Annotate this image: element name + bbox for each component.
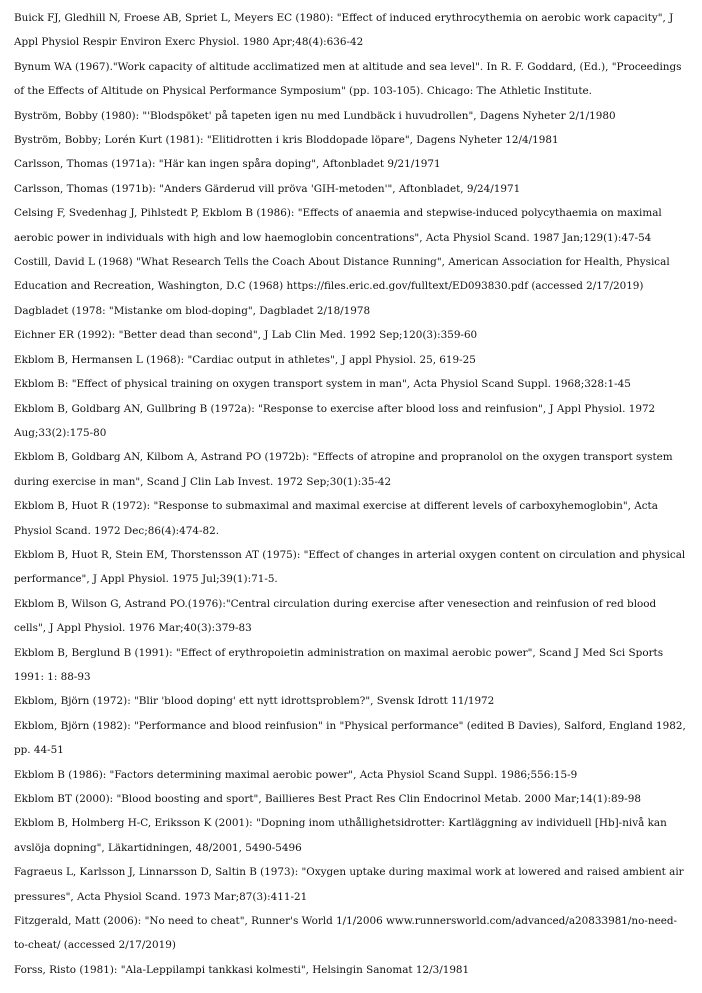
reference-entry: Ekblom BT (2000): "Blood boosting and sport", Baillieres Best Pract Res Clin Endocrinol Metab. 2000 Mar;14(1):89-98 xyxy=(14,793,641,805)
reference-entry: Ekblom, Björn (1982): "Performance and blood reinfusion" in "Physical performance" (edited B Davies), Salford, England 1982, pp. 44-51 xyxy=(14,719,686,757)
reference-entry: Dagbladet (1978: "Mistanke om blod-doping", Dagbladet 2/18/1978 xyxy=(14,304,371,317)
reference-entry: Ekblom B: "Effect of physical training on oxygen transport system in man", Acta Physiol Scand Suppl. 1968;328:1-45 xyxy=(14,378,631,391)
reference-entry: Ekblom B, Hermansen L (1968): "Cardiac output in athletes", J appl Physiol. 25, 619-25 xyxy=(14,353,476,366)
reference-entry: Eichner ER (1992): "Better dead than second", J Lab Clin Med. 1992 Sep;120(3):359-60 xyxy=(14,329,478,342)
reference-entry: Ekblom B, Goldbarg AN, Kilbom A, Astrand PO (1972b): "Effects of atropine and propranolol on the oxygen transport system during exercise in man", Scand J Clin Lab Invest. 1972 Sep;30(1):35-42 xyxy=(14,451,673,488)
reference-entry: Ekblom B, Holmberg H-C, Eriksson K (2001): "Dopning inom uthållighetsidrotter: Kartläggning av individuell [Hb]-nivå kan avslöja dopning", Läkartidningen, 48/2001, 5490-5496 xyxy=(14,817,667,854)
reference-entry: Byström, Bobby (1980): "'Blodspöket' på tapeten igen nu med Lundbäck i huvudrollen", Dagens Nyheter 2/1/1980 xyxy=(14,109,616,122)
reference-entry: Bynum WA (1967)."Work capacity of altitude acclimatized men at altitude and sea level". In R. F. Goddard, (Ed.), "Proceedings of the Effects of Altitude on Physical Performance Symposium" (pp. 103-105). Chicago: The Athletic Institute. xyxy=(14,60,682,98)
reference-entry: Carlsson, Thomas (1971b): "Anders Gärderud vill pröva 'GIH-metoden'", Aftonbladet, 9/24/1971 xyxy=(14,182,521,195)
reference-list xyxy=(14,6,690,982)
reference-entry: Buick FJ, Gledhill N, Froese AB, Spriet L, Meyers EC (1980): "Effect of induced erythrocythemia on aerobic work capacity", J Appl Physiol Respir Environ Exerc Physiol. 1980 Apr;48(4):636-42 xyxy=(14,12,674,49)
reference-entry: Ekblom B, Huot R, Stein EM, Thorstensson AT (1975): "Effect of changes in arterial oxygen content on circulation and physical performance", J Appl Physiol. 1975 Jul;39(1):71-5. xyxy=(14,548,686,586)
reference-entry: Forss, Risto (1981): "Ala-Leppilampi tankkasi kolmesti", Helsingin Sanomat 12/3/1981 xyxy=(14,963,470,976)
reference-entry: Carlsson, Thomas (1971a): "Här kan ingen spåra doping", Aftonbladet 9/21/1971 xyxy=(14,158,441,171)
reference-entry: Fagraeus L, Karlsson J, Linnarsson D, Saltin B (1973): "Oxygen uptake during maximal work at lowered and raised ambient air pressures", Acta Physiol Scand. 1973 Mar;87(3):411-21 xyxy=(14,866,684,903)
reference-entry: Ekblom B, Berglund B (1991): "Effect of erythropoietin administration on maximal aerobic power", Scand J Med Sci Sports 1991: 1: 88-93 xyxy=(14,646,664,683)
reference-entry: Ekblom B, Wilson G, Astrand PO.(1976):"Central circulation during exercise after venesection and reinfusion of red blood cells", J Appl Physiol. 1976 Mar;40(3):379-83 xyxy=(14,597,657,635)
reference-entry: Ekblom B, Goldbarg AN, Gullbring B (1972a): "Response to exercise after blood loss and reinfusion", J Appl Physiol. 1972 Aug;33(2):175-80 xyxy=(14,402,656,439)
reference-entry: Costill, David L (1968) "What Research Tells the Coach About Distance Running", American Association for Health, Physical Education and Recreation, Washington, D.C (1968) https://files.eric.ed.gov/fulltext/ED093830.pdf (accessed 2/17/2019) xyxy=(14,256,670,293)
reference-entry: Byström, Bobby; Lorén Kurt (1981): "Elitidrotten i kris Bloddopade löpare", Dagens Nyheter 12/4/1981 xyxy=(14,134,559,147)
reference-entry: Ekblom, Björn (1972): "Blir 'blood doping' ett nytt idrottsproblem?", Svensk Idrott 11/1972 xyxy=(14,695,495,708)
reference-entry: Ekblom B, Huot R (1972): "Response to submaximal and maximal exercise at different levels of carboxyhemoglobin", Acta Physiol Scand. 1972 Dec;86(4):474-82. xyxy=(14,500,658,537)
reference-entry: Ekblom B (1986): "Factors determining maximal aerobic power", Acta Physiol Scand Suppl. 1986;556:15-9 xyxy=(14,768,578,781)
reference-entry: Celsing F, Svedenhag J, Pihlstedt P, Ekblom B (1986): "Effects of anaemia and stepwise-induced polycythaemia on maximal aerobic power in individuals with high and low haemoglobin concentrations", Acta Physiol Scand. 1987 Jan;129(1):47-54 xyxy=(14,207,662,244)
reference-entry: Fitzgerald, Matt (2006): "No need to cheat", Runner's World 1/1/2006 www.runnersworld.com/advanced/a20833981/no-need-to-cheat/ (accessed 2/17/2019) xyxy=(14,915,678,952)
